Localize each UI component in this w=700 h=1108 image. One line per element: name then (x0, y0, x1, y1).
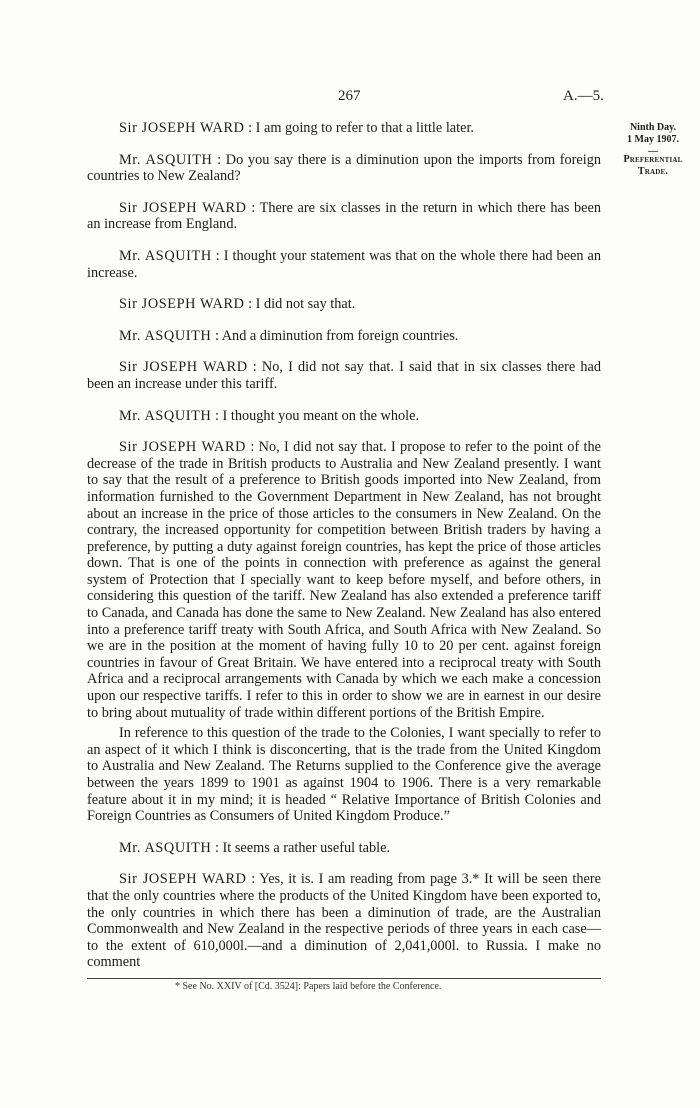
margin-day: Ninth Day. (629, 122, 677, 133)
paragraph-text: : No, I did not say that. I said that in six classes there had been an increase under this tariff. (87, 359, 601, 392)
transcript-body (87, 120, 601, 986)
paragraph (87, 871, 601, 971)
paragraph-text: In reference to this question of the trade to the Colonies, I want specially to refer to an aspect of it which I think is disconcerting, that is the trade from the United Kingdom to Australia and New Zealand. The Returns supplied to the Conference give the average between the years 1899 to 1901 as against 1904 to 1906. There is a very remarkable feature about it in my mind; it is headed “ Relative Importance of British Colonies and Foreign Countries as Consumers of United Kingdom Produce.” (87, 725, 601, 825)
margin-topic-line2: Trade. (637, 166, 669, 177)
paragraph-text: : I thought you meant on the whole. (214, 407, 420, 424)
speaker-name: Sir JOSEPH WARD (119, 439, 247, 456)
paragraph-text: : It seems a rather useful table. (214, 839, 391, 856)
paragraph (87, 248, 601, 281)
paragraph (87, 725, 601, 825)
speaker-name: Mr. ASQUITH (119, 407, 212, 424)
document-reference: A.—5. (563, 88, 604, 104)
footnote-divider (87, 978, 601, 979)
paragraph (87, 840, 601, 857)
paragraph (87, 439, 601, 721)
paragraph (87, 200, 601, 233)
page-header (0, 88, 700, 108)
speaker-name: Sir JOSEPH WARD (119, 296, 245, 313)
paragraph-text: : I am going to refer to that a little later. (248, 120, 475, 136)
margin-dash: — (648, 146, 658, 157)
speaker-name: Mr. ASQUITH (119, 247, 212, 264)
page-number: 267 (338, 88, 361, 104)
paragraph (87, 328, 601, 345)
paragraph (87, 120, 601, 137)
paragraph-text: : I thought your statement was that on the whole there had been an increase. (87, 247, 601, 281)
paragraph-text: : No, I did not say that. I propose to refer to the point of the decrease of the trade in British products to Australia and New Zealand presently. I want to say that the result of a preference to British goods imported into New Zealand, from information furnished to the Government Department in New Zealand, has not brought about an increase in the price of those articles to the consumers in New Zealand. On the contrary, the increased opportunity for competition between British traders by having a preference, by putting a duty against foreign countries, has kept the price of those articles down. That is one of the points in connection with preference as against the general system of Protection that I specially want to keep before myself, and before others, in considering this question of the tariff. New Zealand has also extended a preference tariff to Canada, and Canada has done the same to New Zealand. New Zealand has also entered into a preference tariff treaty with South Africa, and South Africa with New Zealand. So we are in the position at the moment of having fully 10 to 20 per cent. against foreign countries in favour of Great Britain. We have entered into a reciprocal treaty with South Africa and a reciprocal arrangements with Canada by which we each make a concession upon our respective tariffs. I refer to this in order to show we are in earnest in our desire to bring about mutuality of trade within different portions of the British Empire. (87, 439, 601, 721)
footnote: * See No. XXIV of [Cd. 3524]: Papers laid before the Conference. (175, 981, 442, 992)
speaker-name: Sir JOSEPH WARD (119, 120, 245, 136)
paragraph (87, 296, 601, 313)
paragraph (87, 408, 601, 425)
paragraph-text: : I did not say that. (248, 296, 356, 313)
paragraph (87, 152, 601, 185)
speaker-name: Mr. ASQUITH (119, 151, 213, 168)
speaker-name: Sir JOSEPH WARD (119, 871, 247, 888)
speaker-name: Sir JOSEPH WARD (119, 359, 248, 376)
speaker-name: Mr. ASQUITH (119, 327, 212, 344)
speaker-name: Mr. ASQUITH (119, 839, 212, 856)
margin-topic-line1: Preferential (623, 154, 683, 165)
margin-note (612, 122, 694, 178)
paragraph-text: : There are six classes in the return in which there has been an increase from England. (87, 199, 601, 233)
paragraph-text: : Do you say there is a diminution upon the imports from foreign countries to New Zealand? (87, 151, 602, 185)
speaker-name: Sir JOSEPH WARD (119, 199, 247, 216)
margin-date: 1 May 1907. (627, 134, 679, 145)
paragraph-text: : And a diminution from foreign countries. (214, 327, 459, 344)
paragraph (87, 359, 601, 392)
paragraph-text: : Yes, it is. I am reading from page 3.* It will be seen there that the only countries where the products of the United Kingdom have been exported to, the only countries in which there has been a diminution of trade, are the Australian Commonwealth and New Zealand in the respective periods of three years in each case—to the extent of 610,000l.—and a diminution of 2,041,000l. to Russia. I make no comment (87, 871, 601, 971)
